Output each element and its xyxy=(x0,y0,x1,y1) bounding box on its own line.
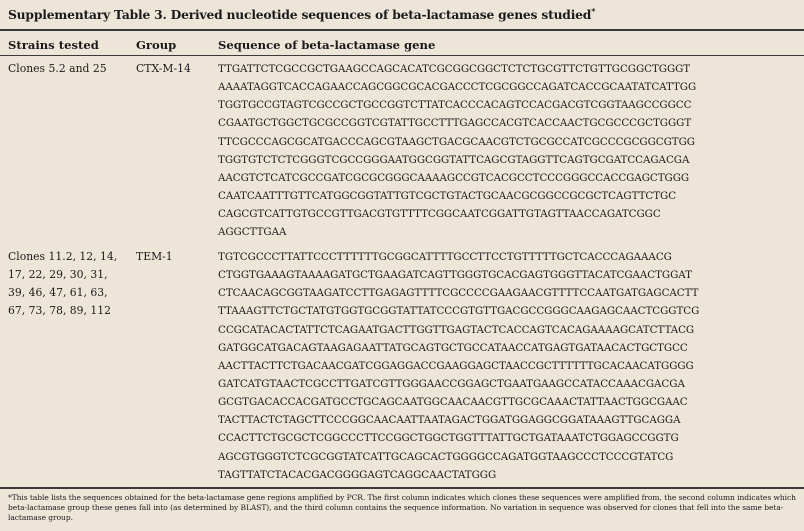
row2-strains-line: 17, 22, 29, 30, 31, xyxy=(8,268,108,282)
sequence-line: GATCATGTAACTCGCCTTGATCGTTGGGAACCGGAGCTGAATGAAGCCATACCAAACGACGA xyxy=(218,377,685,390)
sequence-line: CCACTTCTGCGCTCGGCCCTTCCGGCTGGCTGGTTTATTGCTGATAAATCTGGAGCCGGTG xyxy=(218,432,679,445)
sequence-line: CAATCAATTTGTTCATGGCGGTATTGTCGCTGTACTGCAACGCGGCCGCGCTCAGTTCTGC xyxy=(218,189,677,202)
row2-strains-line: 39, 46, 47, 61, 63, xyxy=(8,286,108,300)
sequence-line: CTCAACAGCGGTAAGATCCTTGAGAGTTTTCGCCCCGAAGAACGTTTTCCAATGATGAGCACTT xyxy=(218,287,699,300)
bottom-rule xyxy=(0,487,804,489)
sequence-line: CAGCGTCATTGTGCCGTTGACGTGTTTTCGGCAATCGGATTGTAGTTAACCAGATCGGC xyxy=(218,208,661,221)
sequence-line: TGTCGCCCTTATTCCCTTTTTTGCGGCATTTTGCCTTCCTGTTTTTGCTCACCCAGAAACG xyxy=(218,251,672,263)
table-title xyxy=(8,6,595,22)
title-footnote-mark: * xyxy=(591,6,596,16)
row2-sequence xyxy=(218,248,699,484)
header-rule xyxy=(0,55,804,56)
sequence-line: AGGCTTGAA xyxy=(218,226,287,239)
header-strains: Strains tested xyxy=(8,38,99,52)
sequence-line: GATGGCATGACAGTAAGAGAATTATGCAGTGCTGCCATAACCATGAGTGATAACACTGCTGCC xyxy=(218,341,688,354)
sequence-line: AGCGTGGGTCTCGCGGTATCATTGCAGCACTGGGGCCAGATGGTAAGCCCTCCCGTATCG xyxy=(218,450,674,463)
sequence-line: CCGCATACACTATTCTCAGAATGACTTGGTTGAGTACTCACCAGTCACAGAAAAGCATCTTACG xyxy=(218,323,695,336)
row1-strains xyxy=(8,60,107,78)
row1-strains-line: Clones 5.2 and 25 xyxy=(8,62,107,75)
sequence-line: AAAATAGGTCACCAGAACCAGCGGCGCACGACCCTCGCGGCCAGATCACCGCAATATCATTGG xyxy=(218,81,697,94)
sequence-line: TACTTACTCTAGCTTCCCGGCAACAATTAATAGACTGGATGGAGGCGGATAAAGTTGCAGGA xyxy=(218,414,681,427)
table-footnote: *This table lists the sequences obtained for the beta-lactamase gene regions amplified by PCR. The first column indicates which clones these sequences were amplified from, the second column indicates which beta-lactamase group these genes fall into (as determined by BLAST), and the third column contains the sequence information. No variation in sequence was observed for clones that fell into the same beta-lactamase group. xyxy=(8,493,796,522)
sequence-line: TGGTGCCGTAGTCGCCGCTGCCGGTCTTATCACCCACAGTCCACGACGTCGGTAAGCCGGCC xyxy=(218,99,692,112)
header-sequence: Sequence of beta-lactamase gene xyxy=(218,38,436,52)
row2-strains-line: Clones 11.2, 12, 14, xyxy=(8,250,118,263)
sequence-line: AACGTCTCATCGCCGATCGCGCGGGCAAAAGCCGTCACGCCTCCCGGGCCACCGAGCTGGG xyxy=(218,171,690,184)
top-rule xyxy=(0,29,804,31)
row1-group: CTX-M-14 xyxy=(136,62,191,75)
sequence-line: GCGTGACACCACGATGCCTGCAGCAATGGCAACAACGTTGCGCAAACTATTAACTGGCGAAC xyxy=(218,396,688,409)
sequence-line: TGGTGTCTCTCGGGTCGCCGGGAATGGCGGTATTCAGCGTAGGTTCAGTGCGATCCAGACGA xyxy=(218,153,690,166)
sequence-line: TTCGCCCAGCGCATGACCCAGCGTAAGCTGACGCAACGTCTGCGCCATCGCCCGCGGCGTGG xyxy=(218,135,695,148)
table-title-text: Supplementary Table 3. Derived nucleotide sequences of beta-lactamase genes studied xyxy=(8,7,592,23)
header-group: Group xyxy=(136,38,177,52)
sequence-line: CTGGTGAAAGTAAAAGATGCTGAAGATCAGTTGGGTGCACGAGTGGGTTACATCGAACTGGAT xyxy=(218,269,692,282)
sequence-line: TTGATTCTCGCCGCTGAAGCCAGCACATCGCGGCGGCTCTCTGCGTTCTGTTGCGGCTGGGT xyxy=(218,63,691,75)
row2-strains xyxy=(8,248,117,321)
row1-sequence xyxy=(218,60,696,241)
sequence-line: TTAAAGTTCTGCTATGTGGTGCGGTATTATCCCGTGTTGACGCCGGGCAAGAGCAACTCGGTCG xyxy=(218,305,700,318)
sequence-line: TAGTTATCTACACGACGGGGAGTCAGGCAACTATGGG xyxy=(218,468,497,481)
sequence-line: AACTTACTTCTGACAACGATCGGAGGACCGAAGGAGCTAACCGCTTTTTTGCACAACATGGGG xyxy=(218,359,694,372)
row2-strains-line: 67, 73, 78, 89, 112 xyxy=(8,304,112,318)
row2-group: TEM-1 xyxy=(136,250,173,263)
sequence-line: CGAATGCTGGCTGCGCCGGTCGTATTGCCTTTGAGCCACGTCACCAACTGCGCCCGCTGGGT xyxy=(218,117,692,130)
